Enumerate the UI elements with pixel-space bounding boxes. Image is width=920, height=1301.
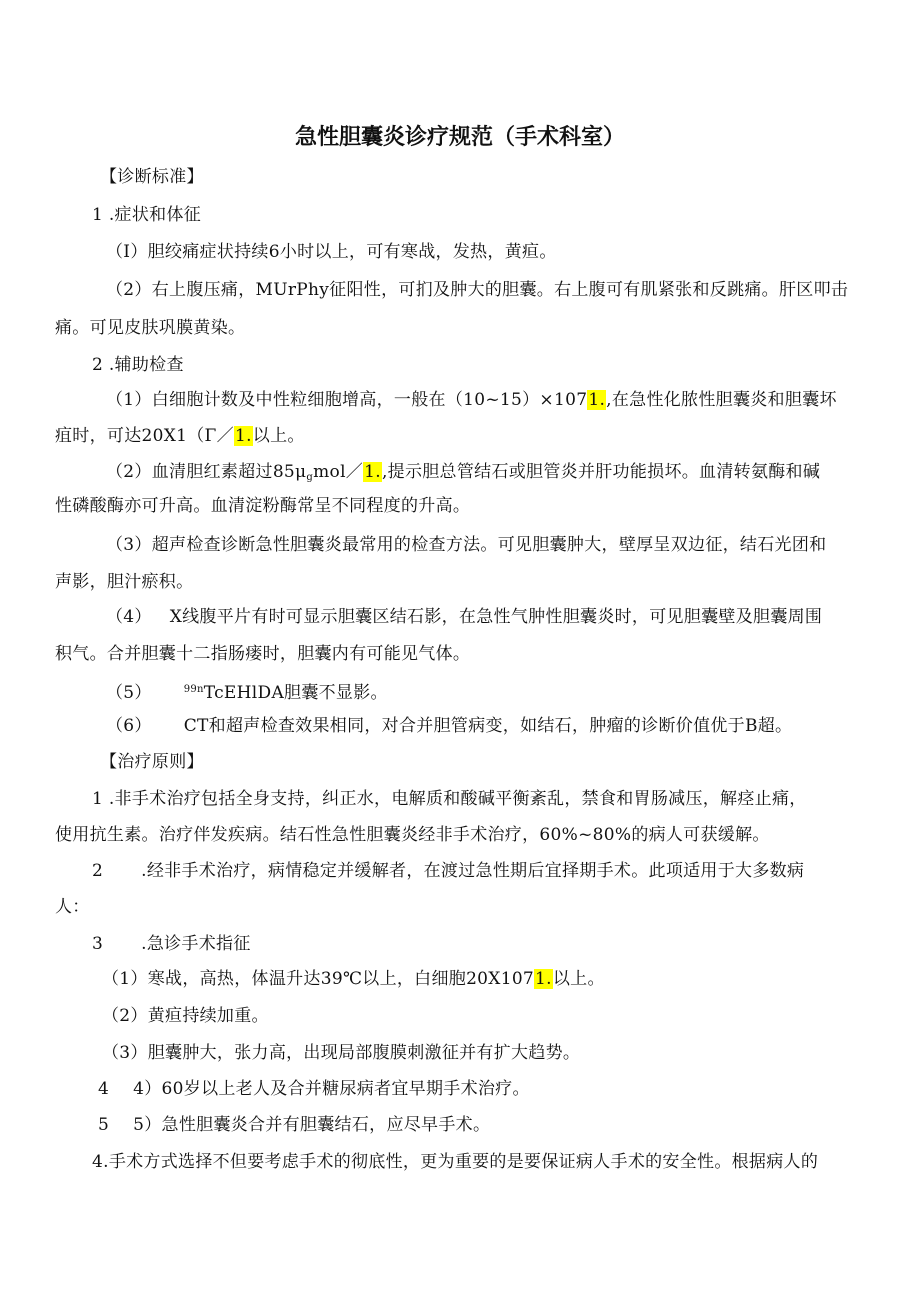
paragraph — [106, 605, 822, 629]
item-number: 4 — [98, 1079, 110, 1099]
subscript: g — [306, 472, 314, 483]
paragraph: 4.手术方式选择不但要考虑手术的彻底性，更为重要的是要保证病人手术的安全性。根据病人的 — [92, 1152, 819, 1172]
list-item — [98, 1077, 530, 1101]
text-run: 疽时，可达20X1（Γ／ — [55, 426, 234, 446]
text-run: .经非手术治疗，病情稳定并缓解者，在渡过急性期后宜择期手术。此项适用于大多数病 — [141, 861, 805, 881]
text-run: mol／ — [313, 462, 364, 482]
text-run: X线腹平片有时可显示胆囊区结石影，在急性气肿性胆囊炎时，可见胆囊壁及胆囊周围 — [169, 607, 823, 627]
paragraph-continuation: 痛。可见皮肤巩膜黄染。 — [55, 318, 246, 338]
paragraph — [106, 714, 792, 738]
treatment-heading: 【治疗原则】 — [100, 752, 204, 772]
paragraph: （3）超声检查诊断急性胆囊炎最常用的检查方法。可见胆囊肿大，壁厚呈双边征，结石光团和 — [106, 535, 827, 555]
superscript: 99n — [183, 684, 204, 695]
highlight-mark: 1. — [588, 390, 606, 410]
text-run: 4）60岁以上老人及合并糖尿病者宜早期手术治疗。 — [133, 1079, 530, 1099]
text-run: 以上。 — [552, 969, 605, 989]
paragraph: （I）胆绞痛症状持续6小时以上，可有寒战，发热，黄疸。 — [106, 242, 557, 262]
section-auxiliary — [92, 353, 184, 377]
paragraph: （2）右上腹压痛，MUrPhy征阳性，可扪及肿大的胆囊。右上腹可有肌紧张和反跳痛。肝区叩击 — [106, 280, 849, 300]
highlight-mark: 1. — [535, 969, 552, 989]
text-run: 5）急性胆囊炎合并有胆囊结石，应尽早手术。 — [133, 1115, 491, 1135]
section-number: 3 — [92, 934, 104, 954]
highlight-mark: 1. — [234, 426, 252, 446]
item-number: （6） — [106, 716, 152, 736]
list-item: （3）胆囊肿大，张力高，出现局部腹膜刺激征并有扩大趋势。 — [102, 1043, 581, 1063]
paragraph-continuation: 积气。合并胆囊十二指肠瘘时，胆囊内有可能见气体。 — [55, 644, 471, 664]
list-item — [98, 1113, 490, 1137]
list-item: （2）黄疸持续加重。 — [102, 1006, 269, 1026]
text-run: ,在急性化脓性胆囊炎和胆囊坏 — [606, 390, 837, 410]
paragraph-continuation: 人： — [55, 897, 90, 917]
item-number: 5 — [98, 1115, 110, 1135]
page-title: 急性胆囊炎诊疗规范（手术科室） — [294, 125, 625, 150]
list-item — [102, 967, 605, 991]
text-run: CT和超声检查效果相同，对合并胆管病变，如结石，肿瘤的诊断价值优于B超。 — [183, 716, 793, 736]
section-text: .症状和体征 — [108, 205, 202, 225]
text-run: （1）白细胞计数及中性粒细胞增高，一般在（10~15）×107 — [106, 390, 588, 410]
paragraph-continuation — [55, 424, 305, 448]
paragraph — [106, 678, 388, 705]
paragraph — [92, 859, 804, 883]
highlight-mark: 1. — [364, 462, 381, 482]
paragraph — [92, 787, 807, 811]
text-run: （2）血清胆红素超过85μ — [106, 462, 307, 482]
text-run: .非手术治疗包括全身支持，纠正水，电解质和酸碱平衡紊乱，禁食和胃肠减压，解痉止痛， — [108, 789, 807, 809]
paragraph — [106, 388, 837, 412]
section-emergency — [92, 932, 251, 956]
section-number: 1 — [92, 789, 104, 809]
item-number: （5） — [106, 683, 152, 703]
text-run: ,提示胆总管结石或胆管炎并肝功能损坏。血清转氨酶和碱 — [381, 462, 821, 482]
section-text: .急诊手术指征 — [141, 934, 251, 954]
text-run: （1）寒战，高热，体温升达39℃以上，白细胞20X107 — [102, 969, 535, 989]
section-number: 1 — [92, 205, 104, 225]
paragraph-continuation: 使用抗生素。治疗伴发疾病。结石性急性胆囊炎经非手术治疗，60%~80%的病人可获缓解。 — [55, 825, 770, 845]
section-number: 2 — [92, 355, 104, 375]
text-run: TcEHlDA胆囊不显影。 — [203, 683, 388, 703]
section-symptoms — [92, 203, 201, 227]
text-run: 以上。 — [252, 426, 305, 446]
section-text: .辅助检查 — [108, 355, 184, 375]
paragraph-continuation: 性磷酸酶亦可升高。血清淀粉酶常呈不同程度的升高。 — [55, 496, 471, 516]
paragraph-continuation: 声影，胆汁瘀积。 — [55, 572, 194, 592]
item-number: （4） — [106, 607, 152, 627]
paragraph — [106, 460, 820, 490]
section-number: 2 — [92, 861, 104, 881]
diagnosis-heading: 【诊断标准】 — [100, 167, 204, 187]
